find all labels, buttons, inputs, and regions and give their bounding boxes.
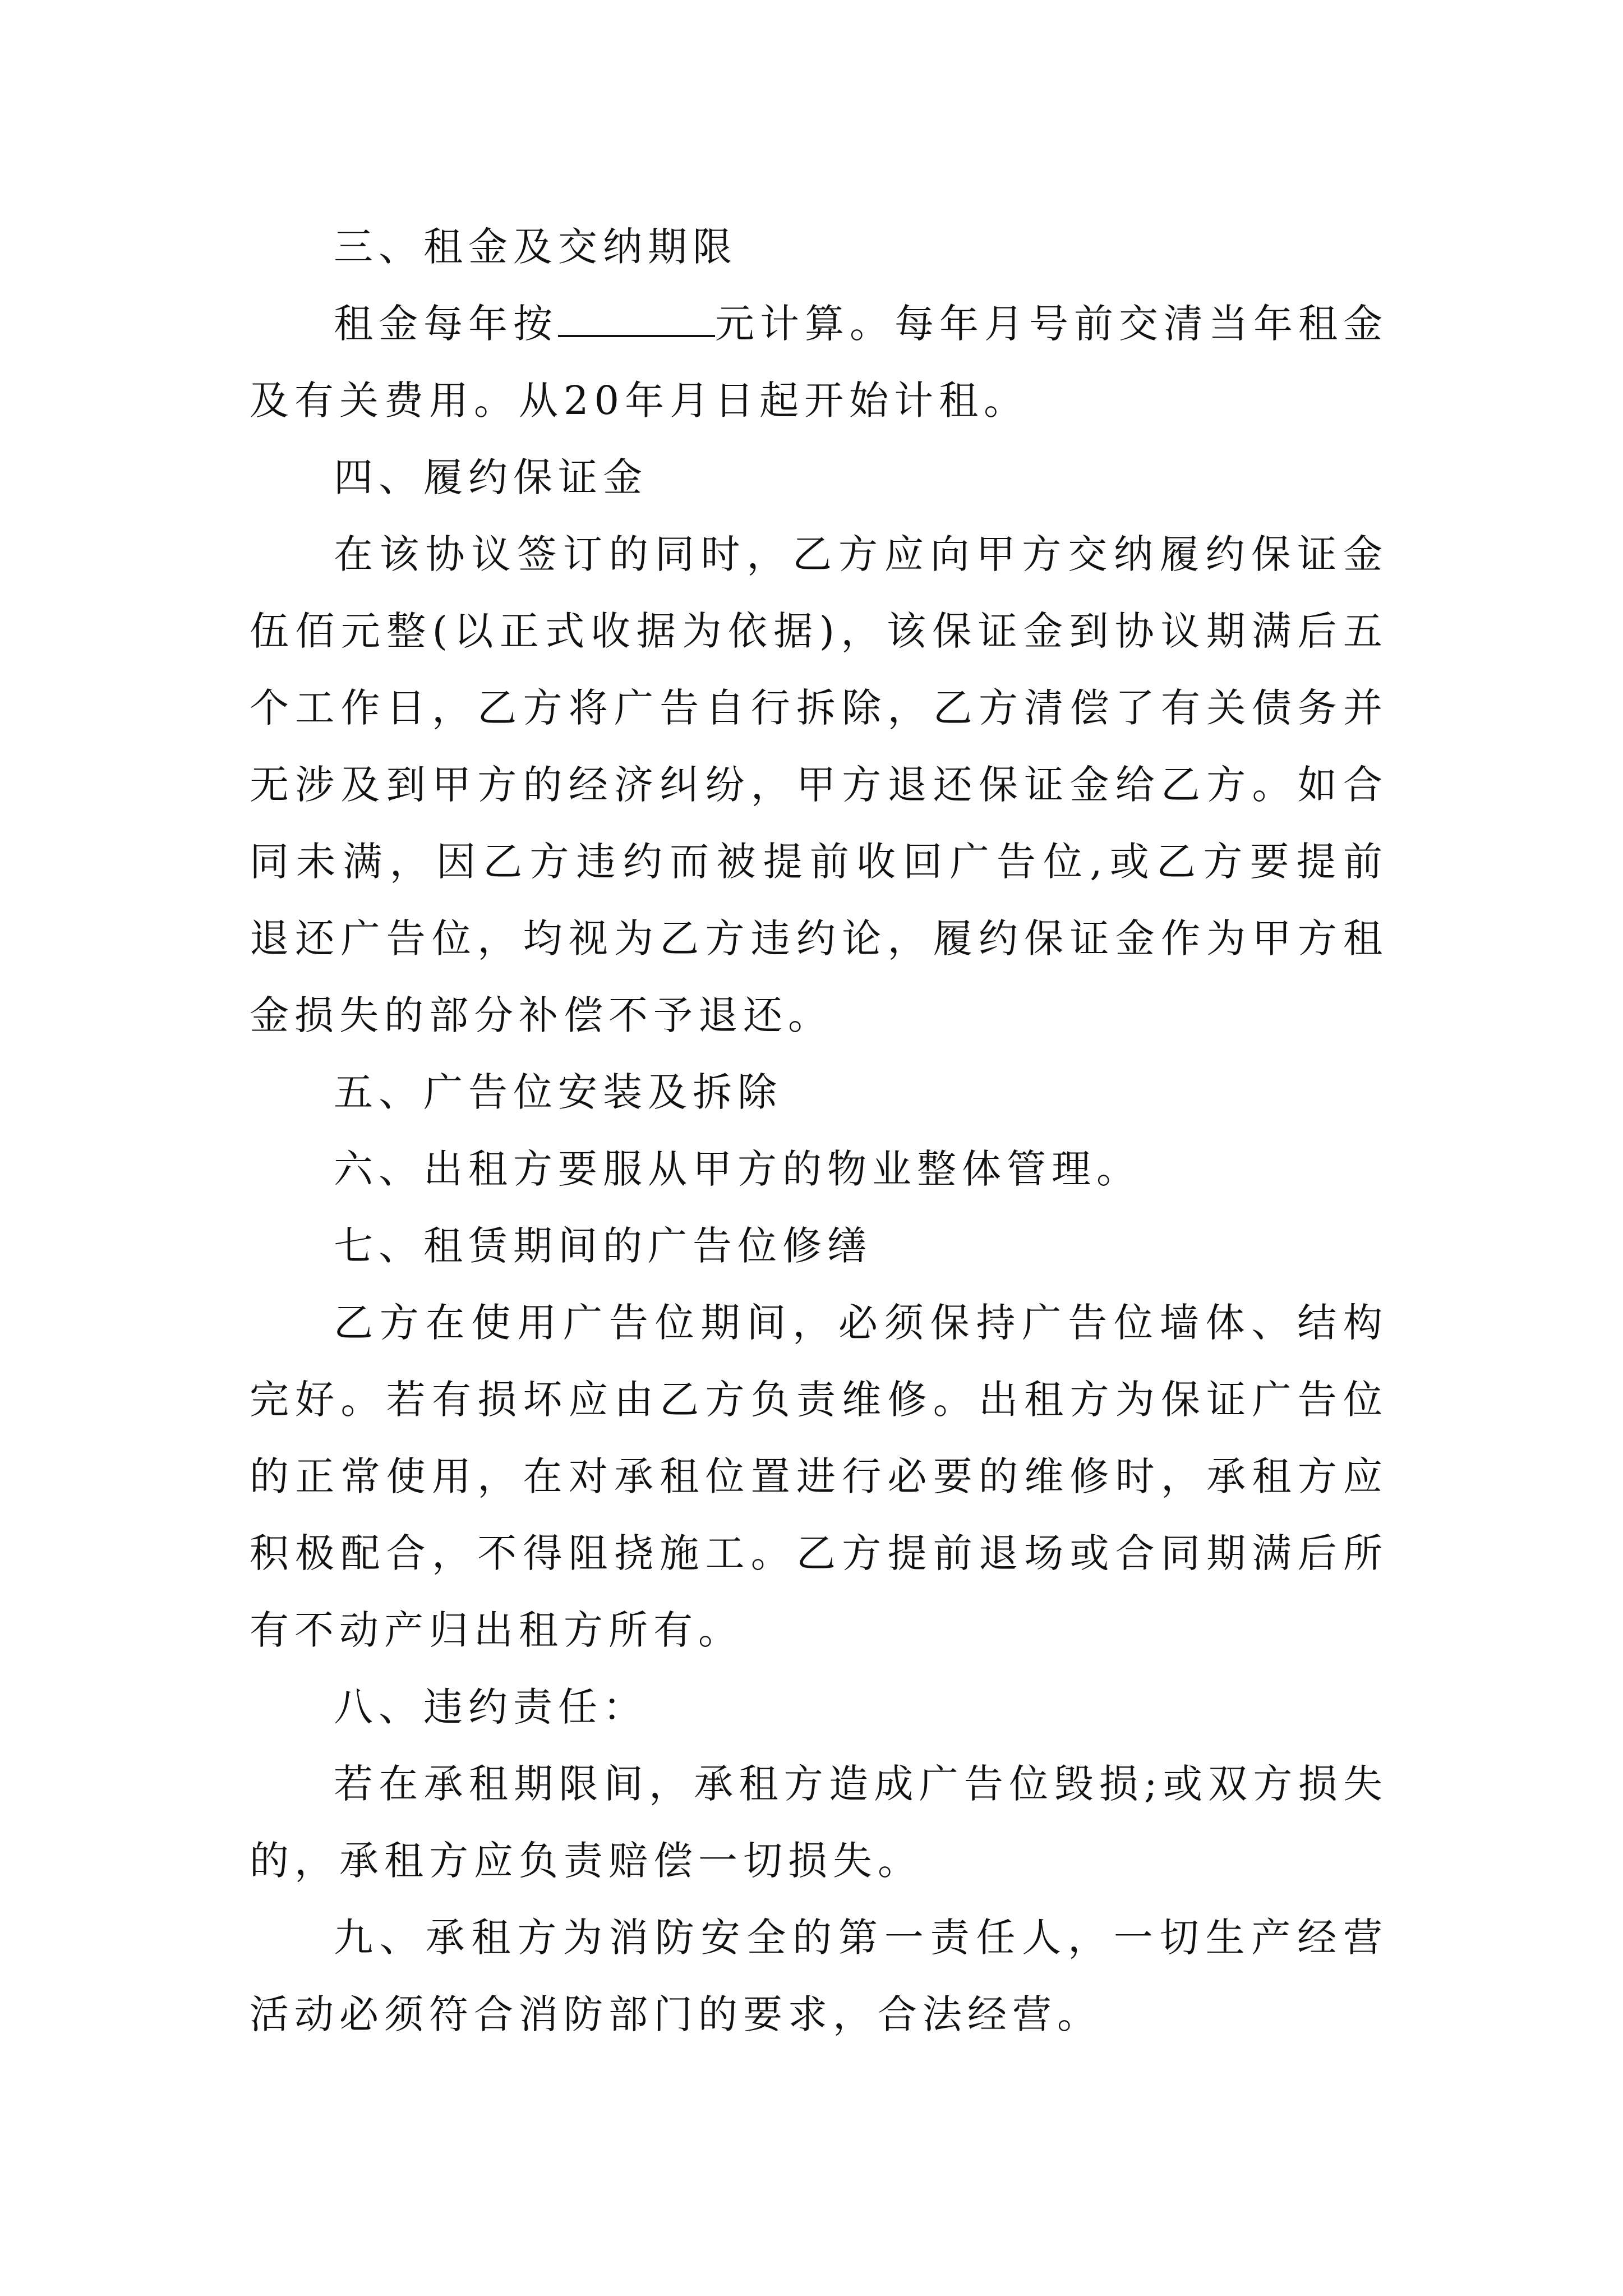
- section-heading-installation: 五、广告位安装及拆除: [334, 1069, 782, 1115]
- document-body: [250, 209, 1388, 2053]
- deposit-paragraph: 在该协议签订的同时，乙方应向甲方交纳履约保证金伍佰元整(以正式收据为依据)，该保证金到协议期满后五个工作日，乙方将广告自行拆除，乙方清偿了有关债务并无涉及到甲方的经济纠纷，甲方退还保证金给乙方。如合同未满，因乙方违约而被提前收回广告位,或乙方要提前退还广告位，均视为乙方违约论，履约保证金作为甲方租金损失的部分补偿不予退还。: [250, 531, 1388, 1038]
- section-heading-rent: 三、租金及交纳期限: [334, 224, 737, 270]
- fire-safety-paragraph: 九、承租方为消防安全的第一责任人，一切生产经营活动必须符合消防部门的要求，合法经营。: [250, 1915, 1388, 2037]
- section-heading-management: 六、出租方要服从甲方的物业整体管理。: [334, 1146, 1141, 1192]
- rent-text-before-blank: 租金每年按: [334, 301, 558, 347]
- rent-text-after-blank: 元计算。每年月号前交清当年租金及有关费用。从20年月日起开始计租。: [250, 301, 1388, 424]
- rent-amount-blank: [558, 301, 715, 337]
- section-heading-deposit: 四、履约保证金: [334, 454, 648, 500]
- section-heading-liability: 八、违约责任：: [334, 1684, 648, 1730]
- rent-paragraph: [250, 286, 1388, 439]
- liability-paragraph: 若在承租期限间，承租方造成广告位毁损;或双方损失的，承租方应负责赔偿一切损失。: [250, 1761, 1388, 1884]
- repair-paragraph: 乙方在使用广告位期间，必须保持广告位墙体、结构完好。若有损坏应由乙方负责维修。出租方为保证广告位的正常使用，在对承租位置进行必要的维修时，承租方应积极配合，不得阻挠施工。乙方提前退场或合同期满后所有不动产归出租方所有。: [250, 1300, 1388, 1653]
- section-heading-repair: 七、租赁期间的广告位修缮: [334, 1223, 872, 1269]
